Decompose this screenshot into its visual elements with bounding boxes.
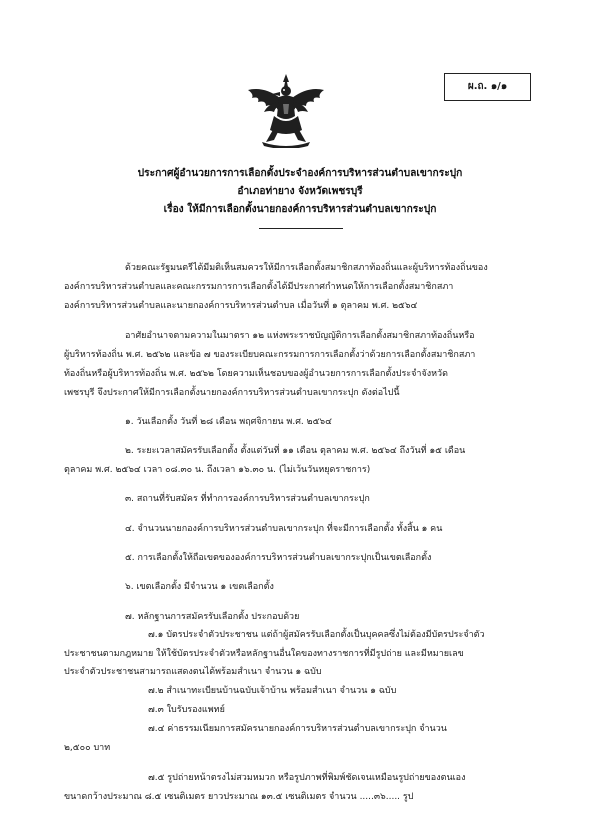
item-6: ๖. เขตเลือกตั้ง มีจำนวน ๑ เขตเลือกตั้ง xyxy=(125,582,274,592)
paragraph-2-line-2: ผู้บริหารท้องถิ่น พ.ศ. ๒๕๖๒ และข้อ ๗ ของระเบียบคณะกรรมการการเลือกตั้งว่าด้วยการเลือกตั้งสมาชิกสภา xyxy=(64,350,476,360)
item-4: ๔. จำนวนนายกองค์การบริหารส่วนตำบลเขากระปุก ที่จะมีการเลือกตั้ง ทั้งสิ้น ๑ คน xyxy=(125,524,443,534)
item-7-4-line-2: ๒,๕๐๐ บาท xyxy=(64,743,111,753)
item-7-2: ๗.๒ สำเนาทะเบียนบ้านฉบับเจ้าบ้าน พร้อมสำเนา จำนวน ๑ ฉบับ xyxy=(148,686,397,696)
paragraph-2-line-1: อาศัยอำนาจตามความในมาตรา ๑๒ แห่งพระราชบัญญัติการเลือกตั้งสมาชิกสภาท้องถิ่นหรือ xyxy=(125,331,475,341)
item-7-5-line-1: ๗.๕ รูปถ่ายหน้าตรงไม่สวมหมวก หรือรูปภาพที่พิมพ์ชัดเจนเหมือนรูปถ่ายของตนเอง xyxy=(148,773,466,783)
item-7-5-line-2: ขนาดกว้างประมาณ ๘.๕ เซนติเมตร ยาวประมาณ ๑๓.๕ เซนติเมตร จำนวน .....๓๖..... รูป xyxy=(64,792,414,802)
garuda-emblem-icon xyxy=(244,72,328,148)
paragraph-1-line-1: ด้วยคณะรัฐมนตรีได้มีมติเห็นสมควรให้มีการเลือกตั้งสมาชิกสภาท้องถิ่นและผู้บริหารท้องถิ่นของ xyxy=(125,263,488,273)
title-line-3: เรื่อง ให้มีการเลือกตั้งนายกองค์การบริหารส่วนตำบลเขากระปุก xyxy=(163,204,437,215)
item-1: ๑. วันเลือกตั้ง วันที่ ๒๘ เดือน พฤศจิกายน พ.ศ. ๒๕๖๔ xyxy=(125,417,332,427)
item-5: ๕. การเลือกตั้งให้ถือเขตขององค์การบริหารส่วนตำบลเขากระปุกเป็นเขตเลือกตั้ง xyxy=(125,553,432,563)
title-line-2: อำเภอท่ายาง จังหวัดเพชรบุรี xyxy=(237,186,363,197)
item-7-1-line-2: ประชาชนตามกฎหมาย ให้ใช้บัตรประจำตัวหรือหลักฐานอื่นใดของทางราชการที่มีรูปถ่าย และมีหมายเลข xyxy=(64,649,464,659)
item-7-1-line-3: ประจำตัวประชาชนสามารถแสดงตนได้พร้อมสำเนา จำนวน ๑ ฉบับ xyxy=(64,667,322,677)
paragraph-1-line-3: องค์การบริหารส่วนตำบลและนายกองค์การบริหารส่วนตำบล เมื่อวันที่ ๑ ตุลาคม พ.ศ. ๒๕๖๔ xyxy=(64,301,418,311)
item-7-4-line-1: ๗.๔ ค่าธรรมเนียมการสมัครนายกองค์การบริหารส่วนตำบลเขากระปุก จำนวน xyxy=(148,724,447,734)
title-line-1: ประกาศผู้อำนวยการการเลือกตั้งประจำองค์การบริหารส่วนตำบลเขากระปุก xyxy=(137,168,463,179)
item-3: ๓. สถานที่รับสมัคร ที่ทำการองค์การบริหารส่วนตำบลเขากระปุก xyxy=(125,494,370,504)
item-7-3: ๗.๓ ใบรับรองแพทย์ xyxy=(148,705,225,715)
form-code-box: ผ.ถ. ๑/๑ xyxy=(444,73,531,101)
paragraph-2-line-3: ท้องถิ่นหรือผู้บริหารท้องถิ่น พ.ศ. ๒๕๖๒ โดยความเห็นชอบของผู้อำนวยการการเลือกตั้งประจำจังหวัด xyxy=(64,369,448,379)
title-divider xyxy=(259,228,343,229)
item-2-line-2: ตุลาคม พ.ศ. ๒๕๖๔ เวลา ๐๘.๓๐ น. ถึงเวลา ๑๖.๓๐ น. (ไม่เว้นวันหยุดราชการ) xyxy=(64,465,371,475)
item-7-1-line-1: ๗.๑ บัตรประจำตัวประชาชน แต่ถ้าผู้สมัครรับเลือกตั้งเป็นบุคคลซึ่งไม่ต้องมีบัตรประจำตัว xyxy=(148,630,485,640)
paragraph-2-line-4: เพชรบุรี จึงประกาศให้มีการเลือกตั้งนายกองค์การบริหารส่วนตำบลเขากระปุก ดังต่อไปนี้ xyxy=(64,388,400,398)
item-7: ๗. หลักฐานการสมัครรับเลือกตั้ง ประกอบด้วย xyxy=(125,612,300,622)
item-2-line-1: ๒. ระยะเวลาสมัครรับเลือกตั้ง ตั้งแต่วันที่ ๑๑ เดือน ตุลาคม พ.ศ. ๒๕๖๔ ถึงวันที่ ๑๕ เดือน xyxy=(125,446,466,456)
paragraph-1-line-2: องค์การบริหารส่วนตำบลและคณะกรรมการการเลือกตั้งได้มีประกาศกำหนดให้การเลือกตั้งสมาชิกสภา xyxy=(64,282,454,292)
